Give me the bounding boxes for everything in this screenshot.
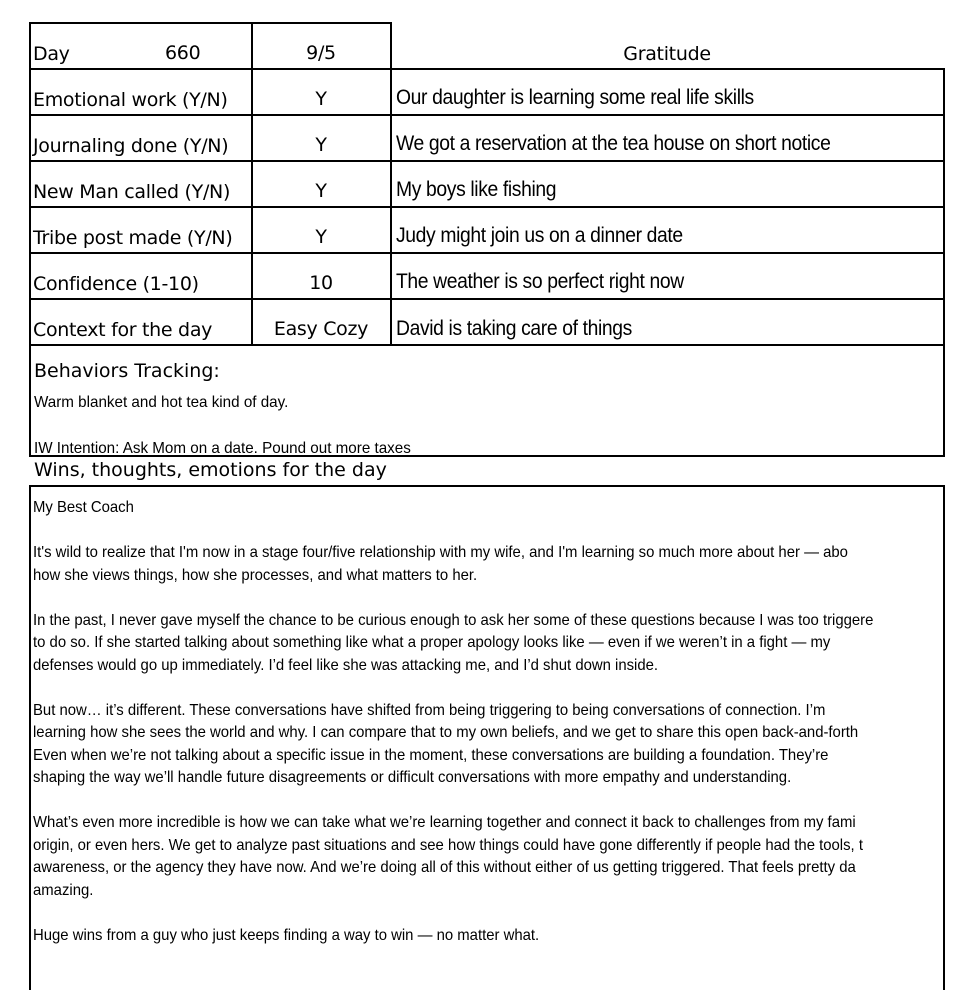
grid-line bbox=[29, 68, 945, 70]
gratitude-header: Gratitude bbox=[623, 43, 711, 65]
row-value: Y bbox=[315, 88, 327, 110]
grid-line bbox=[29, 22, 31, 457]
journal-line: In the past, I never gave myself the chance to be curious enough to ask her some of these questions because I was too triggere bbox=[33, 611, 874, 629]
row-label: Context for the day bbox=[33, 319, 213, 341]
journal-line: What’s even more incredible is how we can take what we’re learning together and connect it back to challenges from my fami bbox=[33, 814, 856, 831]
row-label: Tribe post made (Y/N) bbox=[33, 227, 233, 249]
journal-line: awareness, or the agency they have now. And we’re doing all of this without either of us getting triggered. That feels pretty da bbox=[33, 859, 856, 876]
row-label: Confidence (1-10) bbox=[33, 273, 199, 295]
wins-journal bbox=[33, 497, 943, 970]
row-value: Y bbox=[315, 226, 327, 248]
journal-paragraph bbox=[33, 812, 943, 902]
behaviors-note: Warm blanket and hot tea kind of day. bbox=[34, 394, 289, 411]
journal-line: learning how she sees the world and why. I can compare that to my own beliefs, and we get to share this open back-and-forth bbox=[33, 724, 859, 741]
journal-paragraph bbox=[33, 610, 943, 678]
gratitude-item: David is taking care of things bbox=[396, 317, 632, 340]
journal-line: But now… it’s different. These conversations have shifted from being triggering to being conversations of connection. I’m bbox=[33, 701, 826, 719]
gratitude-item: The weather is so perfect right now bbox=[396, 270, 684, 293]
grid-line bbox=[943, 485, 945, 990]
journal-line: Even when we’re not talking about a specific issue in the moment, these conversations are building a foundation. They’re bbox=[33, 746, 829, 764]
wins-title: Wins, thoughts, emotions for the day bbox=[34, 459, 387, 481]
row-label: Emotional work (Y/N) bbox=[33, 89, 228, 111]
grid-line bbox=[29, 252, 945, 254]
journal-paragraph bbox=[33, 542, 943, 587]
gratitude-item: We got a reservation at the tea house on short notice bbox=[396, 132, 831, 155]
row-label: New Man called (Y/N) bbox=[33, 181, 231, 203]
journal-line: how she views things, how she processes, and what matters to her. bbox=[33, 566, 478, 584]
row-value: 10 bbox=[309, 272, 333, 294]
gratitude-item: Judy might join us on a dinner date bbox=[396, 224, 683, 247]
grid-line bbox=[29, 22, 391, 24]
row-label: Journaling done (Y/N) bbox=[33, 135, 229, 157]
row-value: Y bbox=[315, 180, 327, 202]
intention-clip bbox=[31, 436, 931, 455]
grid-line bbox=[29, 160, 945, 162]
journal-line: origin, or even hers. We get to analyze past situations and see how things could have gone differently if people had the tools, t bbox=[33, 836, 863, 854]
grid-line bbox=[29, 344, 945, 346]
date-value: 9/5 bbox=[306, 42, 336, 64]
day-number: 660 bbox=[165, 42, 201, 64]
grid-line bbox=[390, 22, 392, 346]
journal-paragraph bbox=[33, 925, 943, 948]
row-value: Y bbox=[315, 134, 327, 156]
grid-line bbox=[943, 68, 945, 457]
journal-paragraph bbox=[33, 700, 943, 790]
grid-line bbox=[29, 455, 945, 457]
behaviors-title: Behaviors Tracking: bbox=[34, 360, 220, 382]
day-label: Day bbox=[33, 43, 70, 65]
journal-line: shaping the way we’ll handle future disagreements or difficult conversations with more empathy and understanding. bbox=[33, 769, 792, 786]
intention-text: IW Intention: Ask Mom on a date. Pound out more taxes bbox=[34, 440, 411, 455]
grid-line bbox=[29, 114, 945, 116]
gratitude-item: My boys like fishing bbox=[396, 178, 557, 201]
journal-line: It's wild to realize that I'm now in a stage four/five relationship with my wife, and I'm learning so much more about her — abo bbox=[33, 544, 848, 561]
wins-content-clip bbox=[31, 487, 943, 990]
gratitude-item: Our daughter is learning some real life skills bbox=[396, 86, 754, 109]
row-value: Easy Cozy bbox=[273, 318, 369, 340]
grid-line bbox=[29, 206, 945, 208]
journal-line: Huge wins from a guy who just keeps finding a way to win — no matter what. bbox=[33, 926, 540, 944]
grid-line bbox=[29, 298, 945, 300]
journal-line: to do so. If she started talking about something like what a proper apology looks like — even if we weren’t in a fight — my bbox=[33, 634, 831, 651]
journal-greeting: My Best Coach bbox=[33, 499, 134, 516]
journal-line: amazing. bbox=[33, 881, 94, 899]
journal-line: defenses would go up immediately. I’d feel like she was attacking me, and I’d shut down inside. bbox=[33, 656, 659, 674]
